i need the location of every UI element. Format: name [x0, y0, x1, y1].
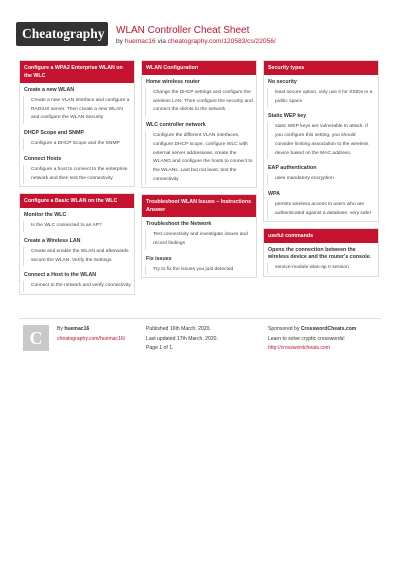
section-heading: Create a new WLAN — [24, 87, 75, 93]
updated-date: Last updated 17th March, 2020. — [146, 335, 218, 342]
published-date: Published 16th March, 2020. — [146, 326, 211, 332]
footer-by-label: By — [57, 326, 63, 332]
sponsor-tagline: Learn to solve cryptic crosswords! — [268, 335, 345, 342]
section-heading: Connect Hosts — [24, 155, 62, 162]
section-text: Create and enable the WLAN and afterwards secure the WLAN. Verify the Settings — [23, 247, 131, 266]
section-heading: Fix issues — [146, 255, 172, 262]
column-1 — [19, 60, 135, 301]
box-title: WLAN Configuration — [142, 61, 256, 75]
section-heading: DHCP Scope and SNMP — [24, 130, 84, 137]
page-title: WLAN Controller Cheat Sheet — [116, 25, 250, 36]
footer-dates — [146, 325, 218, 354]
via-text: via — [157, 38, 166, 45]
section-text: Try to fix the issues you just detected — [145, 265, 253, 276]
cheat-box — [19, 60, 135, 187]
box-title: Configure a WPA2 Enterprise WLAN on the WLC — [20, 61, 134, 83]
footer-author — [57, 325, 125, 344]
cheatography-logo[interactable]: Cheatography — [16, 22, 108, 46]
section-heading: Static WEP key — [268, 113, 307, 120]
author-avatar: C — [23, 325, 49, 351]
column-3 — [263, 60, 379, 283]
column-2 — [141, 60, 257, 284]
page-footer — [19, 318, 381, 358]
section-text: permits wireless access to users who are authenticated against a database. very safe! — [267, 200, 375, 219]
section-heading: No security — [268, 79, 297, 85]
footer-author-url[interactable]: cheatography.com/huemac16/ — [57, 335, 126, 342]
section-text: Change the DHCP settings and configure the wireless LAN. Then configure the security and connect the clients to the network — [145, 88, 253, 116]
section-heading: Opens the connection between the wireless device and the router's console. — [268, 247, 372, 261]
section-text: Configure a host to connect to the enterprise network and then test the connectivity — [23, 165, 131, 184]
section-heading: WPA — [268, 190, 280, 197]
by-prefix: by — [116, 38, 123, 45]
sponsor-name[interactable]: CrosswordCheats.com — [300, 326, 357, 332]
section-heading: Home wireless router — [146, 79, 200, 85]
sponsor-url[interactable]: http://crosswordcheats.com — [268, 345, 330, 351]
sponsor-line — [268, 325, 356, 335]
cheat-box — [263, 228, 379, 277]
section-heading: EAP authentication — [268, 165, 317, 172]
footer-sponsor — [268, 325, 356, 354]
section-text: Create a new VLAN interface and configure a RADIUS server. Then create a new WLAN and configure the WLAN Security — [23, 96, 131, 124]
section-text: Is the WLC connected to an AP? — [23, 221, 131, 232]
box-title: useful commands — [264, 229, 378, 243]
section-text: Configure a DHCP Scope and the SNMP — [23, 139, 131, 150]
section-text: service-module wlan-ap 0 session — [267, 263, 375, 274]
footer-author-name[interactable]: huemac16 — [64, 326, 90, 332]
author-link[interactable]: huemac16 — [124, 38, 156, 45]
byline — [116, 38, 276, 45]
cheat-box — [141, 194, 257, 278]
cheat-box — [141, 60, 257, 188]
section-text: least secure option, only use it for SSIDs in a public space — [267, 88, 375, 107]
section-heading: Connect a Host to the WLAN — [24, 272, 97, 279]
page-header — [0, 0, 400, 54]
section-heading: Create a Wireless LAN — [24, 237, 81, 244]
section-heading: WLC controller network — [146, 122, 206, 129]
box-title: Configure a Basic WLAN on the WLC — [20, 194, 134, 208]
section-heading: Monitor the WLC — [24, 212, 67, 219]
cheat-box — [263, 60, 379, 222]
section-text: uses mandatory encryption — [267, 174, 375, 185]
box-title: Security types — [264, 61, 378, 75]
section-heading: Troubleshoot the Network — [146, 221, 212, 228]
sponsor-prefix: Sponsored by — [268, 326, 300, 332]
section-text: static WEP keys are vulnerable to attack. If you configure this setting, you should consider limiting association to the wireless device based on the MAC address. — [267, 122, 375, 159]
section-text: Connect to the network and verify connectivity — [23, 281, 131, 292]
cheat-box — [19, 193, 135, 295]
sheet-url-link[interactable]: cheatography.com/120583/cs/22056/ — [167, 38, 276, 45]
footer-author-line — [57, 325, 125, 335]
box-title: Troubleshoot WLAN Issues – Instructions Answer — [142, 195, 256, 217]
section-text: Configure the different VLAN interfaces, configure DHCP scope, configure WLC with external server addresseas, create the WLANG and configure the hosts to connect to the WLANs. Last but not least, test the connectivity — [145, 131, 253, 185]
section-text: Test connectivity and investigate issues and record findings — [145, 230, 253, 249]
page-count: Page 1 of 1. — [146, 345, 174, 351]
